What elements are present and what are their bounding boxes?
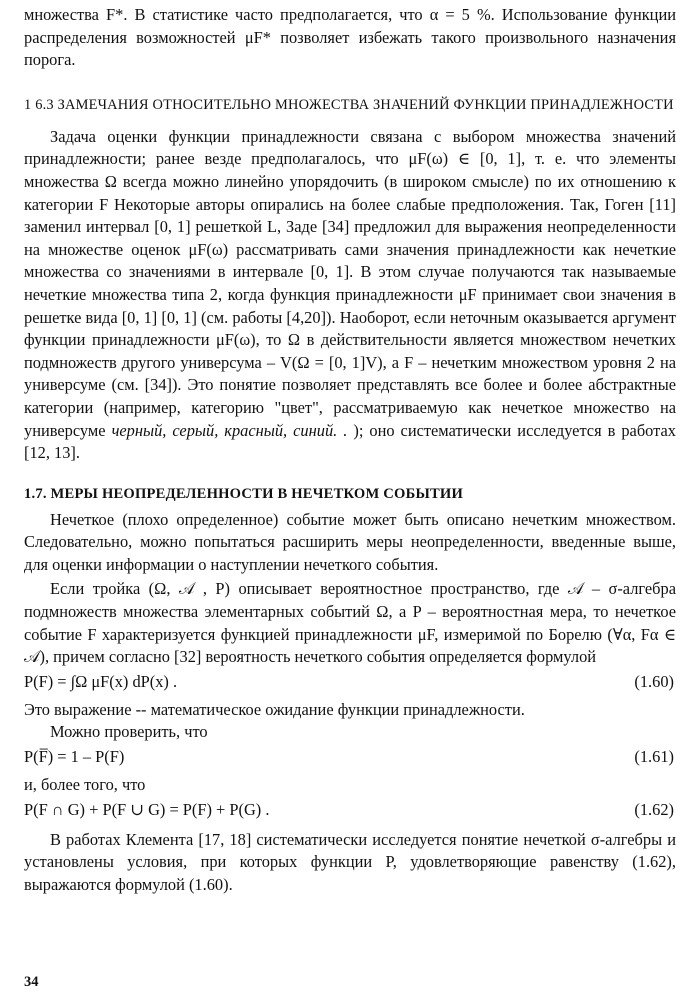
paragraph-klement: В работах Клемента [17, 18] систематически исследуется понятие нечеткой σ-алгебры и установлены условия, при которых функции P, удовлетворяющие равенству (1.62), выражаются формулой (1.60). xyxy=(24,829,676,894)
equation-1-60-body: P(F) = ∫Ω μF(x) dP(x) . xyxy=(24,671,178,691)
paragraph-text-tail: ); оно систематически исследуется в работах [12, 13]. xyxy=(24,420,676,463)
paragraph-fuzzy-event: Нечеткое (плохо определенное) событие может быть описано нечетким множеством. Следовательно, можно попытаться расширить меры неопределенности, введенные выше, для оценки информации о наступлении нечеткого события. xyxy=(24,509,676,574)
paragraph-continuation: множества F*. В статистике часто предполагается, что α = 5 %. Использование функции распределения возможностей μF* позволяет избежать такого произвольного назначения порога. xyxy=(24,5,676,70)
equation-1-60-number: (1.60) xyxy=(634,671,674,691)
page-body xyxy=(24,0,676,896)
paragraph-italic-colors: черный, серый, красный, синий. . xyxy=(111,420,348,440)
paragraph-moreover: и, более того, что xyxy=(24,775,146,795)
paragraph-expectation: Это выражение -- математическое ожидание функции принадлежности. xyxy=(24,699,525,719)
paragraph-can-verify: Можно проверить, что xyxy=(50,722,208,742)
equation-1-61 xyxy=(24,744,676,774)
paragraph-probability-space: Если тройка (Ω, 𝒜 , P) описывает вероятностное пространство, где 𝒜 – σ-алгебра подмножеств множества элементарных событий Ω, а P – вероятностная мера, то нечеткое событие F характеризуется функцией принадлежности μF, измеримой по Борелю (∀α, Fα ∈ 𝒜), причем согласно [32] вероятность нечеткого события определяется формулой xyxy=(24,579,676,667)
equation-1-61-number: (1.61) xyxy=(634,747,674,767)
paragraph-text: Задача оценки функции принадлежности связана с выбором множества значений принадлежности; ранее везде предполагалось, что μF(ω) ∈ [0, 1], т. е. что элементы множества Ω всегда можно линейно упорядочить (в широком смысле) по их отношению к категории F Некоторые авторы опирались на более слабые предположения. Так, Гоген [11] заменил интервал [0, 1] решеткой L, Заде [34] предложил для выражения неопределенности на множестве оценок μF(ω) рассматривать сами значения принадлежности как нечеткие множества со значениями в интервале [0, 1]. В этом случае получаются так называемые нечеткие множества типа 2, когда функция принадлежности μF принимает свои значения в решетке вида [0, 1] [0, 1] (см. работы [4,20]). Наоборот, если неточным оказывается аргумент функции принадлежности μF(ω), то Ω в действительности является множеством нечетких подмножеств другого универсума – V(Ω = [0, 1]V), а F – нечетким множеством уровня 2 на универсуме (см. [34]). Это понятие позволяет представлять все более и более абстрактные категории (например, категорию "цвет", рассматриваемую как нечеткое множество на универсуме xyxy=(24,126,676,440)
equation-1-62-body: P(F ∩ G) + P(F ∪ G) = P(F) + P(G) . xyxy=(24,799,270,819)
equation-1-62-number: (1.62) xyxy=(634,799,674,819)
page-number: 34 xyxy=(24,974,39,990)
section-heading-1-7: 1.7. МЕРЫ НЕОПРЕДЕЛЕННОСТИ В НЕЧЕТКОМ СОБЫТИИ xyxy=(24,485,464,502)
equation-1-61-body: P(F̅) = 1 – P(F) xyxy=(24,747,125,767)
paragraph-membership-values xyxy=(24,126,676,465)
equation-1-62 xyxy=(24,797,676,827)
section-heading-1-6-3: 1 6.3 ЗАМЕЧАНИЯ ОТНОСИТЕЛЬНО МНОЖЕСТВА ЗНАЧЕНИЙ ФУНКЦИИ ПРИНАДЛЕЖНОСТИ xyxy=(24,96,674,113)
equation-1-60 xyxy=(24,669,676,699)
